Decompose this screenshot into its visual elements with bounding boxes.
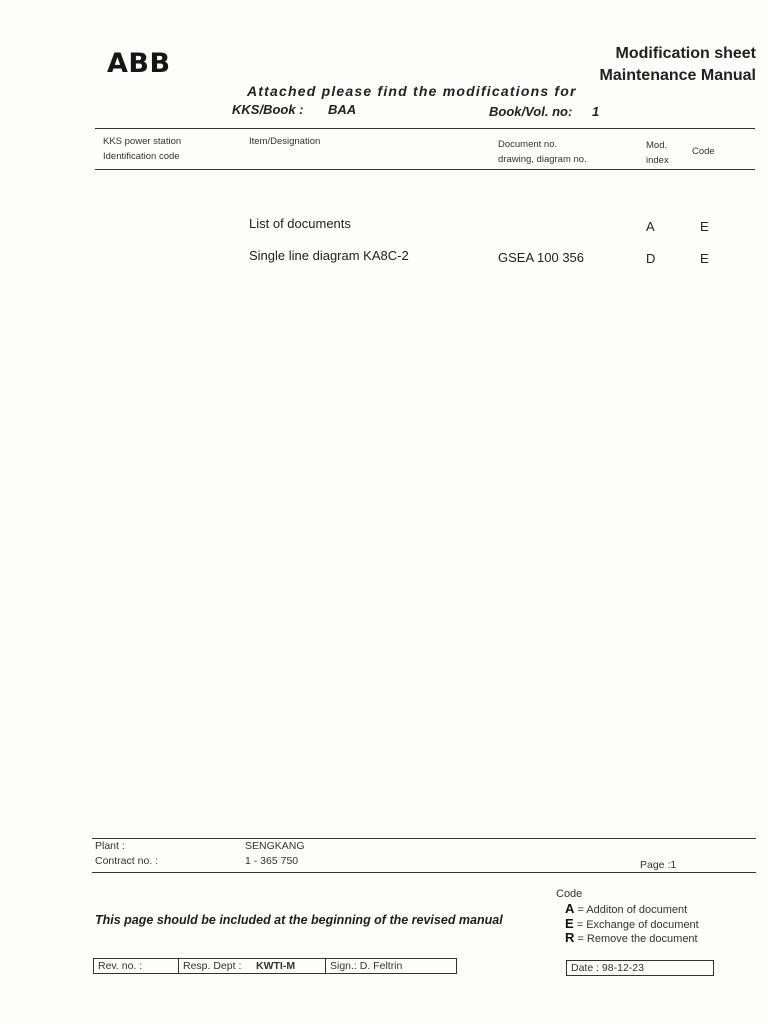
rev-divider-1 [178,959,179,973]
col-document-line1: Document no. [498,139,558,150]
code-legend-r [565,930,698,945]
col-code: Code [692,146,715,157]
revision-note: This page should be included at the beginning of the revised manual [95,913,503,927]
col-kks-line1: KKS power station [103,136,182,147]
date-text: Date : 98-12-23 [571,962,644,974]
footer-top-rule [92,838,756,839]
attached-heading: Attached please find the modifications for [247,83,577,99]
code-legend-e [565,916,699,931]
kks-book-label: KKS/Book : [232,102,304,117]
code-legend-e-desc: = Exchange of document [576,919,699,931]
row-2-mod: D [646,251,656,266]
revision-box [93,958,457,974]
date-box [566,960,714,976]
plant-value: SENGKANG [245,840,305,852]
contract-value: 1 - 365 750 [245,855,299,867]
row-1-mod: A [646,219,655,234]
row-2-item: Single line diagram KA8C-2 [249,248,409,263]
row-1-item: List of documents [249,216,351,231]
book-vol-value: 1 [592,104,600,119]
col-mod-line1: Mod. [646,140,668,151]
code-legend-a-letter: A [565,901,575,916]
sheet-title: Modification sheet [615,45,756,62]
code-legend-a [565,901,687,916]
code-legend-r-letter: R [565,930,575,945]
plant-label: Plant : [95,840,125,852]
rev-divider-2 [325,959,326,973]
col-document-line2: drawing, diagram no. [498,154,587,165]
col-item: Item/Designation [249,136,321,147]
resp-dept-value: KWTI-M [256,960,296,972]
code-legend-a-desc: = Additon of document [577,904,688,916]
col-mod-line2: index [646,155,669,166]
row-2-code: E [700,251,709,266]
col-kks [103,134,181,164]
kks-book-value: BAA [328,102,357,117]
abb-logo: ABB [107,48,171,79]
header-top-rule [95,128,755,129]
footer-bottom-rule [92,872,756,873]
resp-dept-label: Resp. Dept : [183,960,242,972]
code-legend-r-desc: = Remove the document [577,933,698,945]
col-kks-line2: Identification code [103,151,180,162]
manual-title: Maintenance Manual [599,67,756,84]
col-mod [646,138,669,168]
code-legend-title: Code [556,888,583,900]
book-vol-label: Book/Vol. no: [489,104,573,119]
contract-label: Contract no. : [95,855,159,867]
row-2-document: GSEA 100 356 [498,250,585,265]
row-1-code: E [700,219,709,234]
header-bottom-rule [95,169,755,170]
rev-no-label: Rev. no. : [98,960,143,972]
signature: Sign.: D. Feltrin [330,960,403,972]
col-document [498,137,587,167]
code-legend-e-letter: E [565,916,574,931]
page-number: Page :1 [640,859,677,871]
